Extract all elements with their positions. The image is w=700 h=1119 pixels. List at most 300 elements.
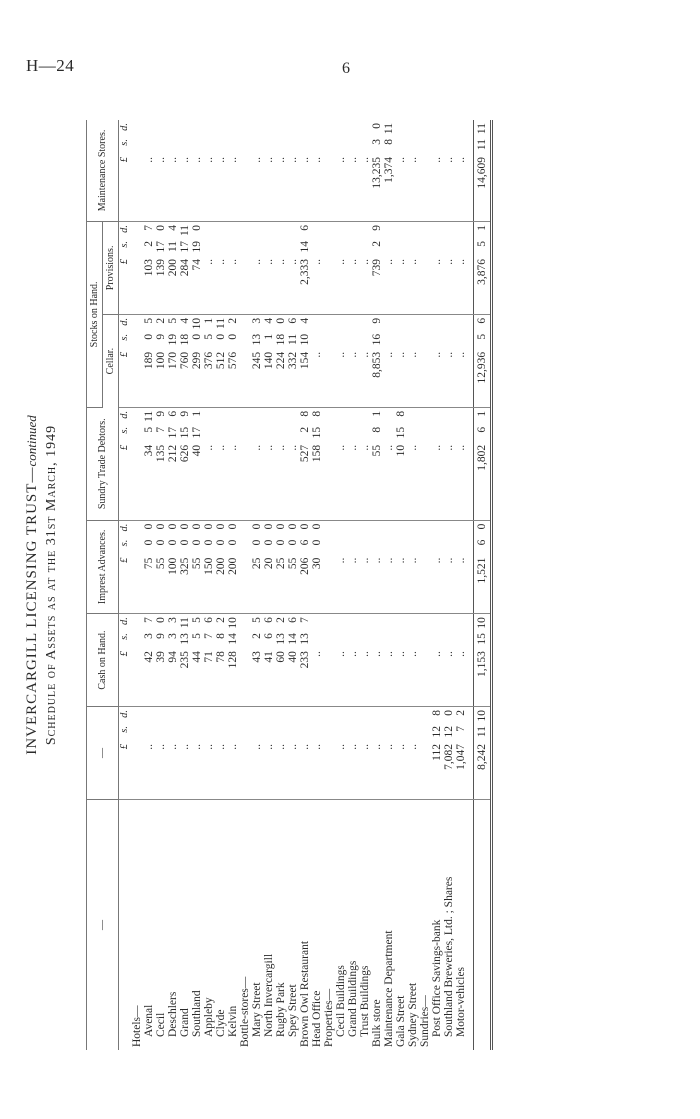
cash-cell	[395, 614, 407, 707]
row-label-text: Maintenance Department	[383, 930, 395, 1047]
row-label-text: Sundries—	[419, 995, 431, 1047]
other-cell-pounds: ..	[215, 744, 227, 750]
title-main: INVERCARGILL LICENSING TRUST—	[24, 466, 40, 755]
sundry-cell	[299, 407, 311, 520]
other-cell	[227, 707, 239, 800]
table-row	[239, 120, 251, 1050]
sundry-cell-pounds: ..	[455, 444, 467, 451]
imprest-cell	[263, 520, 275, 613]
maint-cell	[143, 120, 155, 221]
sundry-cell-shillings: 15	[311, 426, 323, 439]
prov-cell	[239, 221, 251, 314]
maint-cell	[191, 120, 203, 221]
table-row	[371, 120, 383, 1050]
cash-cell-pounds: 44	[191, 651, 203, 663]
sundry-cell-pounds: ..	[407, 444, 419, 451]
prov-cell	[311, 221, 323, 314]
unit-symbol: d.	[119, 410, 130, 419]
other-cell-shillings: 12	[443, 726, 455, 738]
table-row	[203, 120, 215, 1050]
table-row	[311, 120, 323, 1050]
prov-cell-pounds: 200	[167, 258, 179, 277]
maint-cell-pounds: ..	[155, 157, 167, 163]
units-cell	[119, 614, 132, 707]
maint-cell-pounds: ..	[227, 157, 239, 163]
imprest-total	[474, 520, 492, 613]
maint-cell	[215, 120, 227, 221]
imprest-cell	[335, 520, 347, 613]
cellar-cell-pounds: ..	[347, 351, 359, 358]
prov-cell-pence: 7	[143, 224, 155, 231]
cash-cell-pence: 10	[227, 617, 239, 629]
row-label	[311, 800, 323, 1051]
sundry-cell	[359, 407, 371, 520]
cash-cell-pounds: 128	[227, 651, 239, 669]
imprest-cell-pounds: 25	[275, 557, 287, 570]
cellar-cell-pounds: 8,853	[371, 351, 383, 378]
other-cell	[191, 707, 203, 800]
cellar-cell	[299, 314, 311, 407]
other-cell-shillings: 7	[455, 726, 467, 732]
cellar-cell-shillings: 19	[167, 333, 179, 346]
imprest-cell-shillings: 0	[251, 539, 263, 546]
unit-symbol: s.	[119, 333, 130, 341]
cellar-cell	[359, 314, 371, 407]
other-cell	[275, 707, 287, 800]
cash-cell-pounds: 39	[155, 651, 167, 663]
cellar-cell-pounds: 512	[215, 351, 227, 370]
cash-cell-pounds: ..	[431, 651, 443, 657]
other-cell	[203, 707, 215, 800]
row-label-text: Grand Buildings	[347, 960, 359, 1037]
maint-cell	[431, 120, 443, 221]
other-cell-pounds: ..	[167, 744, 179, 750]
sundry-cell-shillings: 8	[371, 426, 383, 433]
maint-cell	[359, 120, 371, 221]
cellar-cell-pence: 11	[215, 317, 227, 329]
cash-cell-pence: 6	[263, 617, 275, 623]
cash-cell	[323, 614, 335, 707]
cash-cell-pounds: ..	[335, 651, 347, 657]
prov-cell-pounds: ..	[227, 258, 239, 265]
row-label	[323, 800, 335, 1051]
page-reference: H—24	[26, 56, 75, 75]
imprest-cell	[431, 520, 443, 613]
cellar-cell-shillings: 0	[143, 333, 155, 340]
imprest-total-shillings: 6	[476, 539, 488, 546]
sundry-cell-pounds: 34	[143, 444, 155, 457]
maint-cell	[323, 120, 335, 221]
prov-cell-pounds: ..	[383, 258, 395, 265]
imprest-cell-pounds: 55	[191, 557, 203, 570]
maint-cell	[455, 120, 467, 221]
other-cell	[179, 707, 191, 800]
other-cell	[263, 707, 275, 800]
other-cell	[311, 707, 323, 800]
row-label-text: Post Office Savings-bank	[431, 919, 443, 1037]
cash-cell	[443, 614, 455, 707]
table-row	[263, 120, 275, 1050]
cash-cell-pence: 2	[275, 617, 287, 623]
unit-symbol: d.	[119, 523, 130, 532]
prov-cell-pounds: 739	[371, 258, 383, 277]
other-cell-pounds: ..	[371, 744, 383, 750]
sundry-cell-pounds: ..	[227, 444, 239, 451]
maint-cell-pounds: ..	[431, 157, 443, 163]
imprest-cell-pence: 0	[155, 523, 167, 530]
maint-cell-pounds: ..	[275, 157, 287, 163]
cellar-cell-shillings: 16	[371, 333, 383, 346]
prov-cell-shillings: 2	[143, 240, 155, 247]
cellar-cell-pounds: 154	[299, 351, 311, 370]
other-cell-pounds: ..	[359, 744, 371, 750]
sundry-cell-pounds: ..	[359, 444, 371, 451]
cellar-cell	[311, 314, 323, 407]
maint-cell	[203, 120, 215, 221]
cash-cell-pounds: 94	[167, 651, 179, 663]
cash-cell-pounds: 41	[263, 651, 275, 663]
sundry-cell-shillings: 7	[155, 426, 167, 433]
prov-total-shillings: 5	[476, 240, 488, 247]
other-cell-pence: 8	[431, 710, 443, 716]
table-row	[275, 120, 287, 1050]
imprest-cell-pounds: 20	[263, 557, 275, 570]
cellar-cell	[407, 314, 419, 407]
table-row	[443, 120, 455, 1050]
maint-cell-pounds: ..	[167, 157, 179, 163]
imprest-cell	[419, 520, 431, 613]
row-label-text: Clyde	[215, 1009, 227, 1037]
prov-cell-pounds: ..	[407, 258, 419, 265]
cash-total	[474, 614, 492, 707]
row-label	[383, 800, 395, 1051]
sundry-cell-pence: 8	[395, 410, 407, 417]
imprest-cell	[131, 520, 143, 613]
row-label	[371, 800, 383, 1051]
other-cell	[155, 707, 167, 800]
sundry-cell	[335, 407, 347, 520]
units-cell	[119, 314, 132, 407]
prov-cell-pounds: ..	[215, 258, 227, 265]
cellar-cell-pounds: 299	[191, 351, 203, 370]
cellar-cell	[179, 314, 191, 407]
cash-cell-pounds: ..	[311, 651, 323, 657]
imprest-cell	[239, 520, 251, 613]
other-cell	[407, 707, 419, 800]
other-cell-pounds: ..	[395, 744, 407, 750]
imprest-cell-pence: 0	[215, 523, 227, 530]
prov-cell-pounds: 284	[179, 258, 191, 277]
unit-symbol: £	[119, 444, 130, 451]
sundry-cell-pounds: ..	[215, 444, 227, 451]
cash-cell-pounds: ..	[359, 651, 371, 657]
cellar-cell	[287, 314, 299, 407]
prov-cell-pounds: ..	[275, 258, 287, 265]
prov-cell-pounds: 103	[143, 258, 155, 277]
imprest-cell-pounds: ..	[455, 557, 467, 564]
sundry-cell-pence: 9	[155, 410, 167, 417]
sundry-cell-pence: 11	[143, 410, 155, 422]
unit-symbol: d.	[119, 317, 130, 326]
maint-cell-pounds: ..	[443, 157, 455, 163]
imprest-cell-shillings: 0	[179, 539, 191, 546]
row-label	[191, 800, 203, 1051]
row-label-text: Kelvin	[227, 1005, 239, 1037]
maint-cell	[299, 120, 311, 221]
cash-total-pence: 10	[476, 617, 488, 629]
cash-cell-pounds: 71	[203, 651, 215, 663]
cash-cell-pounds: 78	[215, 651, 227, 663]
maint-cell-pounds: ..	[287, 157, 299, 163]
other-cell	[419, 707, 431, 800]
sundry-cell-pounds: ..	[251, 444, 263, 451]
cellar-cell	[431, 314, 443, 407]
sundry-cell-pounds: ..	[287, 444, 299, 451]
maintenance-column-header: Maintenance Stores.	[87, 120, 119, 221]
maint-cell-pounds: ..	[455, 157, 467, 163]
table-row	[383, 120, 395, 1050]
sundry-cell-pence: 1	[371, 410, 383, 417]
prov-cell	[383, 221, 395, 314]
other-cell	[359, 707, 371, 800]
maint-cell	[371, 120, 383, 221]
row-label-text: Hotels—	[131, 1005, 143, 1047]
rotated-schedule	[24, 120, 634, 1050]
imprest-cell	[383, 520, 395, 613]
other-cell	[395, 707, 407, 800]
cash-cell	[311, 614, 323, 707]
prov-cell-shillings: 2	[371, 240, 383, 247]
cash-cell	[143, 614, 155, 707]
cash-cell	[431, 614, 443, 707]
cellar-cell-pounds: ..	[335, 351, 347, 358]
row-label-text: Cecil Buildings	[335, 965, 347, 1037]
prov-cell	[431, 221, 443, 314]
other-cell-pounds: ..	[299, 744, 311, 750]
sundry-cell-shillings: 2	[299, 426, 311, 433]
row-label	[335, 800, 347, 1051]
imprest-cell-pence: 0	[227, 523, 239, 530]
cash-cell-shillings: 14	[287, 633, 299, 645]
cellar-cell-pounds: ..	[407, 351, 419, 358]
unit-symbol: d.	[119, 710, 130, 718]
row-label	[155, 800, 167, 1051]
cash-cell-shillings: 6	[263, 633, 275, 639]
table-row	[419, 120, 431, 1050]
cellar-cell	[371, 314, 383, 407]
sundry-cell	[155, 407, 167, 520]
imprest-cell	[155, 520, 167, 613]
other-cell	[287, 707, 299, 800]
prov-cell-pence: 11	[179, 224, 191, 237]
units-cell	[119, 407, 132, 520]
prov-cell-pence: 4	[167, 224, 179, 231]
cash-cell-pounds: ..	[407, 651, 419, 657]
prov-cell-pounds: ..	[347, 258, 359, 265]
sundry-cell-pounds: ..	[275, 444, 287, 451]
imprest-cell-pounds: ..	[383, 557, 395, 564]
totals-row	[474, 120, 492, 1050]
imprest-cell	[287, 520, 299, 613]
cellar-cell	[395, 314, 407, 407]
cellar-cell	[203, 314, 215, 407]
prov-cell-shillings: 17	[155, 240, 167, 253]
row-label	[179, 800, 191, 1051]
unit-symbol: £	[119, 744, 130, 750]
sundry-cell	[407, 407, 419, 520]
unit-symbol: d.	[119, 123, 130, 131]
cash-cell-shillings: 13	[275, 633, 287, 645]
units-cell	[119, 707, 132, 800]
unit-symbol: d.	[119, 224, 130, 233]
maint-cell-pounds: 1,374	[383, 157, 395, 183]
cellar-cell-shillings: 0	[227, 333, 239, 340]
row-label-text: North Invercargill	[263, 953, 275, 1037]
cellar-cell-shillings: 18	[179, 333, 191, 346]
other-total-shillings: 11	[476, 726, 488, 738]
sundry-cell-shillings: 15	[395, 426, 407, 439]
prov-cell-pounds: 139	[155, 258, 167, 277]
cash-cell-shillings: 2	[251, 633, 263, 639]
row-label	[215, 800, 227, 1051]
other-cell-pounds: ..	[275, 744, 287, 750]
imprest-cell-pence: 0	[263, 523, 275, 530]
units-row	[119, 120, 132, 1050]
cash-cell	[455, 614, 467, 707]
cash-cell-shillings: 14	[227, 633, 239, 645]
row-label	[263, 800, 275, 1051]
row-label-text: Spey Street	[287, 984, 299, 1037]
other-cell-pounds: 1,047	[455, 744, 467, 770]
cellar-total-shillings: 5	[476, 333, 488, 340]
maint-cell	[131, 120, 143, 221]
imprest-cell-pounds: ..	[371, 557, 383, 564]
prov-cell	[275, 221, 287, 314]
cash-cell	[155, 614, 167, 707]
prov-cell	[167, 221, 179, 314]
cash-cell-shillings: 9	[155, 633, 167, 639]
cellar-cell	[275, 314, 287, 407]
other-cell-pounds: ..	[287, 744, 299, 750]
cash-cell	[131, 614, 143, 707]
prov-cell	[323, 221, 335, 314]
other-cell-pounds: ..	[203, 744, 215, 750]
imprest-cell-pounds: ..	[431, 557, 443, 564]
row-label-text: Appleby	[203, 997, 215, 1037]
row-label	[347, 800, 359, 1051]
cellar-cell-pounds: ..	[455, 351, 467, 358]
sundry-cell-pounds: 10	[395, 444, 407, 457]
unit-symbol: s.	[119, 539, 130, 547]
cellar-cell-pounds: 189	[143, 351, 155, 370]
cash-cell	[371, 614, 383, 707]
prov-cell	[419, 221, 431, 314]
imprest-total-pounds: 1,521	[476, 557, 488, 584]
row-label-text: Deschlers	[167, 991, 179, 1037]
other-cell	[323, 707, 335, 800]
prov-cell	[227, 221, 239, 314]
table-row	[323, 120, 335, 1050]
maint-cell	[227, 120, 239, 221]
imprest-cell-pounds: ..	[359, 557, 371, 564]
row-label-text: Grand	[179, 1008, 191, 1037]
cellar-cell	[419, 314, 431, 407]
imprest-cell-pounds: 325	[179, 557, 191, 575]
maint-cell	[287, 120, 299, 221]
sundry-cell	[167, 407, 179, 520]
row-label	[359, 800, 371, 1051]
cellar-cell-pence: 5	[143, 317, 155, 324]
maint-total-shillings: 11	[476, 139, 488, 151]
imprest-cell-pounds: 25	[251, 557, 263, 570]
prov-cell-pounds: ..	[287, 258, 299, 265]
row-label-text: Rugby Park	[275, 982, 287, 1037]
row-label-text: Southland Breweries, Ltd. ; Shares	[443, 876, 455, 1037]
imprest-cell-pounds: 55	[155, 557, 167, 570]
header-row	[87, 120, 103, 1050]
table-row	[335, 120, 347, 1050]
sundry-cell-pounds: ..	[383, 444, 395, 451]
table-row	[227, 120, 239, 1050]
imprest-cell-shillings: 0	[227, 539, 239, 546]
imprest-cell-pence: 0	[167, 523, 179, 530]
cellar-cell	[455, 314, 467, 407]
sundry-cell-shillings: 15	[179, 426, 191, 439]
cash-cell-pounds: 233	[299, 651, 311, 669]
sundry-cell-pounds: 527	[299, 444, 311, 463]
maint-cell	[395, 120, 407, 221]
sundry-cell-pence: 8	[311, 410, 323, 417]
row-label	[167, 800, 179, 1051]
cellar-cell	[335, 314, 347, 407]
other-total-pounds: 8,242	[476, 744, 488, 770]
cash-cell	[251, 614, 263, 707]
imprest-cell-shillings: 0	[263, 539, 275, 546]
unit-symbol: d.	[119, 617, 130, 625]
cellar-cell	[239, 314, 251, 407]
table-row	[179, 120, 191, 1050]
sundry-column-header: Sundry Trade Debtors.	[87, 407, 119, 520]
cash-cell-pence: 5	[191, 617, 203, 623]
maint-cell	[347, 120, 359, 221]
units-label-cell	[119, 800, 132, 1051]
maint-cell-pounds: ..	[395, 157, 407, 163]
row-label-text: Head Office	[311, 990, 323, 1047]
sundry-total-pence: 1	[476, 410, 488, 417]
imprest-cell-pence: 0	[311, 523, 323, 530]
units-cell	[119, 120, 132, 221]
row-label	[455, 800, 467, 1051]
sundry-cell	[251, 407, 263, 520]
row-label	[287, 800, 299, 1051]
maint-cell-pounds: ..	[299, 157, 311, 163]
other-cell-shillings: 12	[431, 726, 443, 738]
imprest-cell	[179, 520, 191, 613]
cellar-cell-pounds: ..	[383, 351, 395, 358]
cash-cell-pounds: ..	[455, 651, 467, 657]
imprest-cell-shillings: 0	[203, 539, 215, 546]
other-cell-pence: 2	[455, 710, 467, 716]
maint-total-pounds: 14,609	[476, 157, 488, 189]
cash-cell-pounds: 60	[275, 651, 287, 663]
sundry-cell	[419, 407, 431, 520]
row-label-text: Sydney Street	[407, 982, 419, 1047]
cash-cell-pounds: 43	[251, 651, 263, 663]
row-label	[395, 800, 407, 1051]
maint-cell-pounds: ..	[251, 157, 263, 163]
cellar-cell-pence: 2	[227, 317, 239, 324]
imprest-cell-pounds: ..	[407, 557, 419, 564]
